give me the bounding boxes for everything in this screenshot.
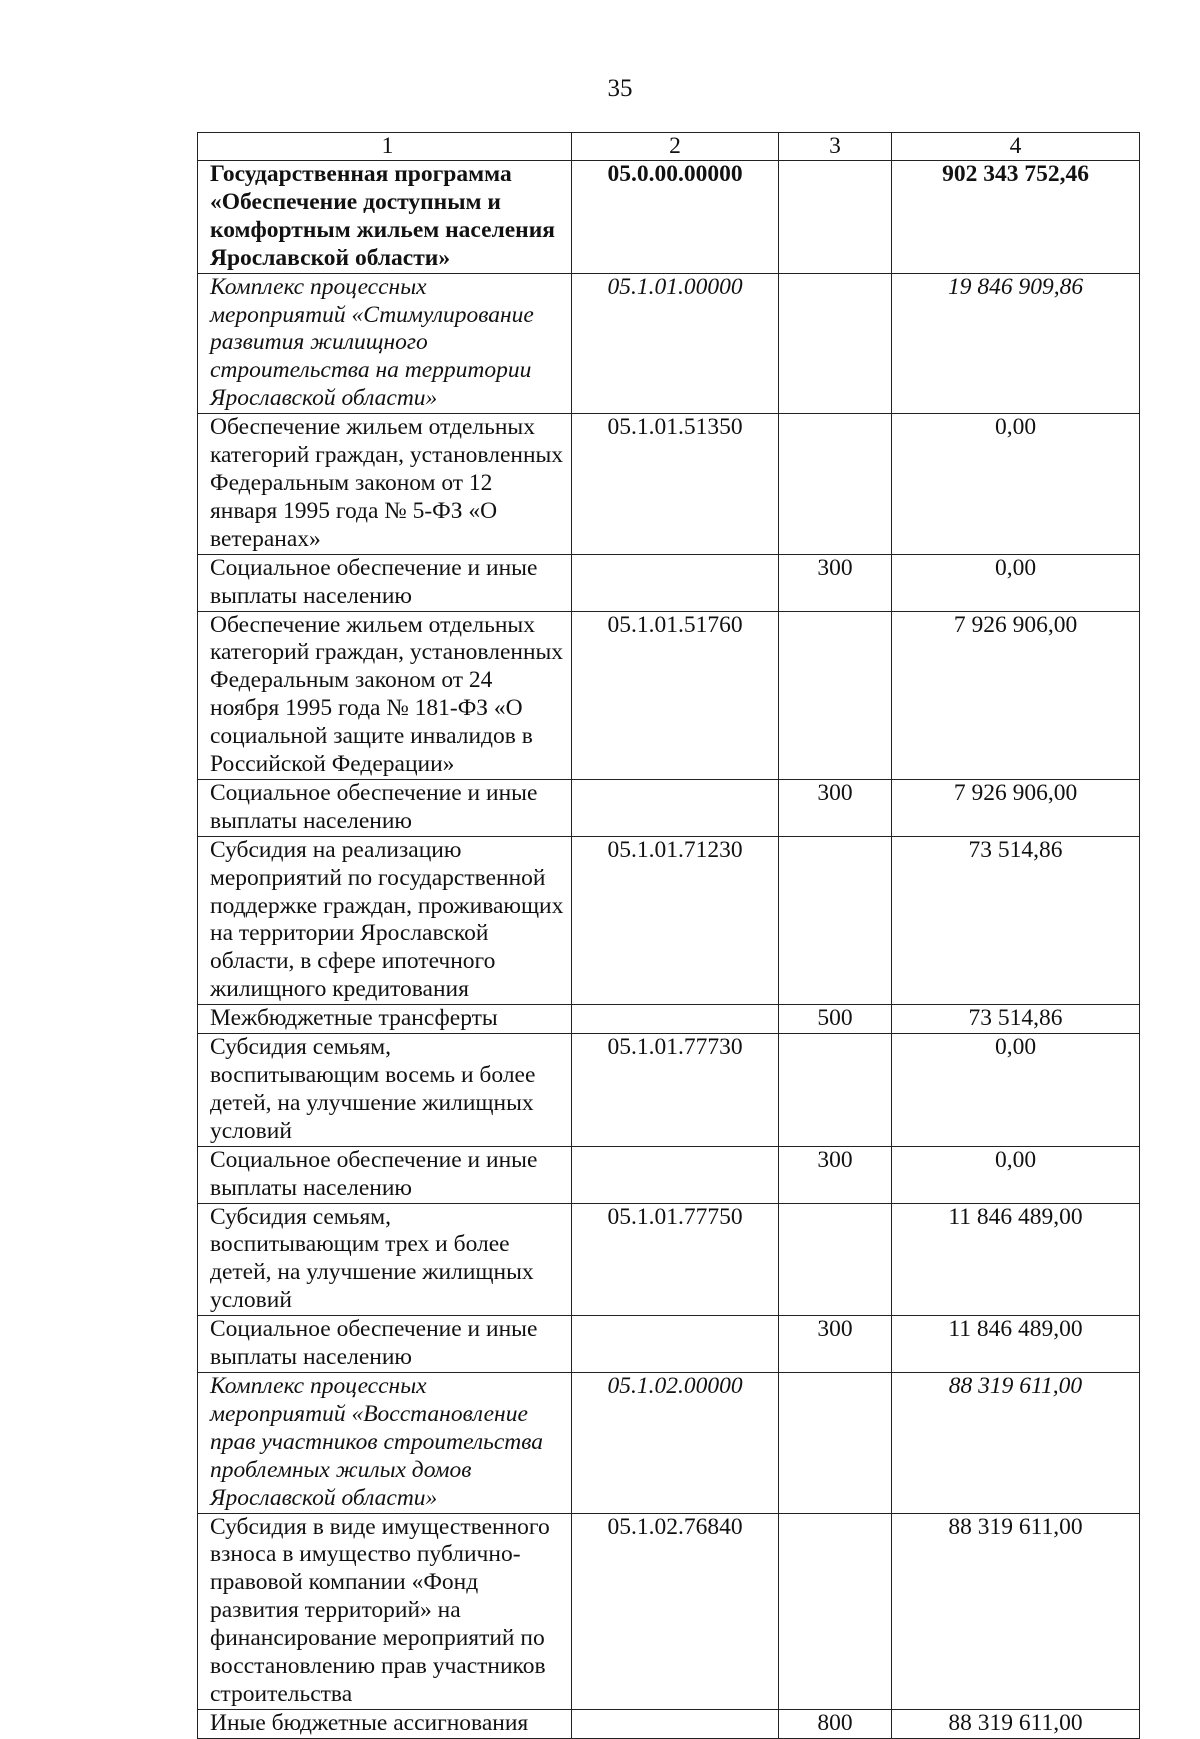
item-name-cell: Обеспечение жильем отдельных категорий граждан, установленных Федеральным законом от 12 января 1995 года № 5-ФЗ «О ветеранах» (198, 414, 572, 555)
item-code-cell: 05.1.01.00000 (572, 273, 779, 414)
expense-type-cell (779, 1203, 892, 1316)
table-row (198, 1203, 1140, 1316)
item-name-cell: Субсидия семьям, воспитывающим восемь и более детей, на улучшение жилищных условий (198, 1034, 572, 1147)
item-name-cell: Комплекс процессных мероприятий «Стимулирование развития жилищного строительства на территории Ярославской области» (198, 273, 572, 414)
amount-cell: 11 846 489,00 (892, 1203, 1140, 1316)
table-row (198, 1513, 1140, 1709)
amount-cell: 11 846 489,00 (892, 1316, 1140, 1373)
amount-cell: 0,00 (892, 554, 1140, 611)
table-row (198, 414, 1140, 555)
expense-type-cell (779, 611, 892, 779)
table-row (198, 611, 1140, 779)
item-name-cell: Субсидия в виде имущественного взноса в имущество публично-правовой компании «Фонд развития территорий» на финансирование мероприятий по восстановлению прав участников строительства (198, 1513, 572, 1709)
item-name-cell: Социальное обеспечение и иные выплаты населению (198, 1146, 572, 1203)
item-code-cell (572, 1709, 779, 1738)
item-code-cell: 05.1.02.76840 (572, 1513, 779, 1709)
table-row (198, 1372, 1140, 1513)
item-code-cell (572, 1316, 779, 1373)
item-name-cell: Государственная программа «Обеспечение доступным и комфортным жильем населения Ярославской области» (198, 161, 572, 274)
item-code-cell: 05.1.01.77730 (572, 1034, 779, 1147)
item-name-cell: Межбюджетные трансферты (198, 1005, 572, 1034)
table-row (198, 779, 1140, 836)
table-header-row (198, 133, 1140, 161)
item-code-cell (572, 1005, 779, 1034)
item-code-cell (572, 1146, 779, 1203)
expense-type-cell (779, 1513, 892, 1709)
amount-cell: 7 926 906,00 (892, 611, 1140, 779)
column-number-3: 3 (779, 133, 892, 161)
amount-cell: 88 319 611,00 (892, 1513, 1140, 1709)
item-name-cell: Субсидия семьям, воспитывающим трех и более детей, на улучшение жилищных условий (198, 1203, 572, 1316)
table-row (198, 273, 1140, 414)
column-number-2: 2 (572, 133, 779, 161)
table-row (198, 554, 1140, 611)
amount-cell: 0,00 (892, 1034, 1140, 1147)
amount-cell: 88 319 611,00 (892, 1372, 1140, 1513)
table-row (198, 1316, 1140, 1373)
expense-type-cell (779, 161, 892, 274)
column-number-4: 4 (892, 133, 1140, 161)
item-code-cell: 05.1.01.51350 (572, 414, 779, 555)
item-name-cell: Социальное обеспечение и иные выплаты населению (198, 554, 572, 611)
page-number: 35 (607, 75, 633, 102)
item-code-cell: 05.1.01.51760 (572, 611, 779, 779)
item-name-cell: Иные бюджетные ассигнования (198, 1709, 572, 1738)
item-code-cell: 05.0.00.00000 (572, 161, 779, 274)
expense-type-cell: 300 (779, 1316, 892, 1373)
amount-cell: 0,00 (892, 1146, 1140, 1203)
amount-cell: 7 926 906,00 (892, 779, 1140, 836)
column-number-1: 1 (198, 133, 572, 161)
table-row (198, 1005, 1140, 1034)
item-name-cell: Социальное обеспечение и иные выплаты населению (198, 779, 572, 836)
item-name-cell: Обеспечение жильем отдельных категорий граждан, установленных Федеральным законом от 24 ноября 1995 года № 181-ФЗ «О социальной защите инвалидов в Российской Федерации» (198, 611, 572, 779)
amount-cell: 19 846 909,86 (892, 273, 1140, 414)
table-row (198, 1146, 1140, 1203)
item-name-cell: Социальное обеспечение и иные выплаты населению (198, 1316, 572, 1373)
table-row (198, 1034, 1140, 1147)
budget-table (197, 132, 1140, 1739)
item-name-cell: Комплекс процессных мероприятий «Восстановление прав участников строительства проблемных жилых домов Ярославской области» (198, 1372, 572, 1513)
expense-type-cell (779, 414, 892, 555)
budget-table-body (198, 133, 1140, 1739)
amount-cell: 88 319 611,00 (892, 1709, 1140, 1738)
table-row (198, 836, 1140, 1004)
amount-cell: 73 514,86 (892, 1005, 1140, 1034)
item-code-cell (572, 779, 779, 836)
expense-type-cell (779, 1034, 892, 1147)
item-code-cell (572, 554, 779, 611)
expense-type-cell (779, 1372, 892, 1513)
expense-type-cell: 800 (779, 1709, 892, 1738)
item-code-cell: 05.1.01.71230 (572, 836, 779, 1004)
amount-cell: 902 343 752,46 (892, 161, 1140, 274)
table-row (198, 1709, 1140, 1738)
expense-type-cell: 300 (779, 1146, 892, 1203)
expense-type-cell: 300 (779, 779, 892, 836)
item-code-cell: 05.1.02.00000 (572, 1372, 779, 1513)
amount-cell: 0,00 (892, 414, 1140, 555)
expense-type-cell: 500 (779, 1005, 892, 1034)
amount-cell: 73 514,86 (892, 836, 1140, 1004)
item-name-cell: Субсидия на реализацию мероприятий по государственной поддержке граждан, проживающих на территории Ярославской области, в сфере ипотечного жилищного кредитования (198, 836, 572, 1004)
expense-type-cell (779, 273, 892, 414)
table-row (198, 161, 1140, 274)
expense-type-cell: 300 (779, 554, 892, 611)
expense-type-cell (779, 836, 892, 1004)
item-code-cell: 05.1.01.77750 (572, 1203, 779, 1316)
